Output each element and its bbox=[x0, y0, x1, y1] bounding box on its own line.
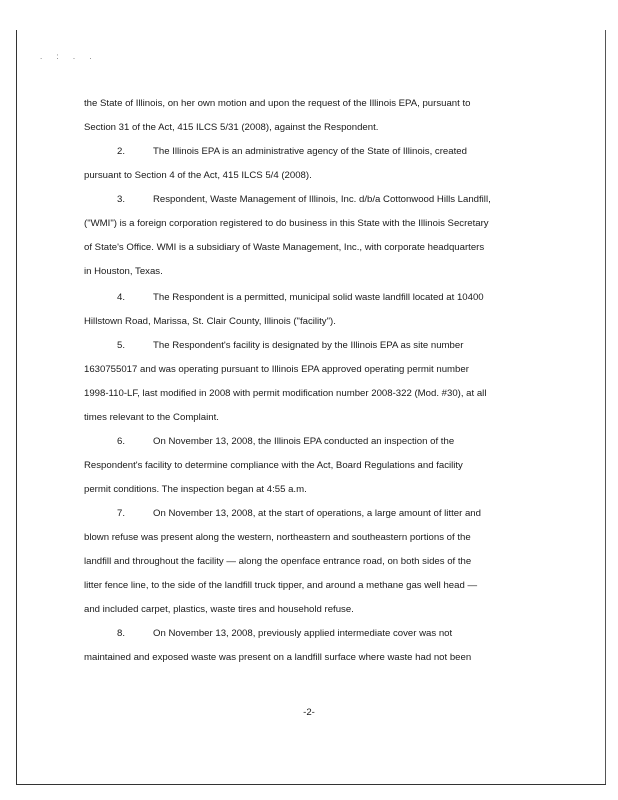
paragraph-number: 6. bbox=[117, 436, 126, 447]
paragraph-number: 2. bbox=[117, 146, 126, 157]
text-line: 1630755017 and was operating pursuant to Illinois EPA approved operating permit number bbox=[84, 364, 469, 375]
paragraph-first-line: The Illinois EPA is an administrative agency of the State of Illinois, created bbox=[153, 146, 467, 157]
scan-border-right bbox=[605, 30, 606, 785]
text-line: of State's Office. WMI is a subsidiary of Waste Management, Inc., with corporate headquarters bbox=[84, 242, 485, 253]
paragraph-number: 8. bbox=[117, 628, 126, 639]
paragraph-number: 3. bbox=[117, 194, 126, 205]
text-line: permit conditions. The inspection began at 4:55 a.m. bbox=[84, 484, 307, 495]
paragraph-first-line: Respondent, Waste Management of Illinois, Inc. d/b/a Cottonwood Hills Landfill, bbox=[153, 194, 491, 205]
paragraph-first-line: The Respondent's facility is designated by the Illinois EPA as site number bbox=[153, 340, 464, 351]
paragraph-number: 4. bbox=[117, 292, 126, 303]
scan-specks: . : . . bbox=[40, 52, 98, 61]
paragraph-first-line: On November 13, 2008, the Illinois EPA conducted an inspection of the bbox=[153, 436, 455, 447]
text-line: Section 31 of the Act, 415 ILCS 5/31 (2008), against the Respondent. bbox=[84, 122, 379, 133]
paragraph-first-line: On November 13, 2008, previously applied intermediate cover was not bbox=[153, 628, 453, 639]
text-line: 1998-110-LF, last modified in 2008 with permit modification number 2008-322 (Mod. #30), at all bbox=[84, 388, 487, 399]
text-line: Respondent's facility to determine compliance with the Act, Board Regulations and facility bbox=[84, 460, 463, 471]
text-line: landfill and throughout the facility — along the openface entrance road, on both sides of the bbox=[84, 556, 472, 567]
text-line: in Houston, Texas. bbox=[84, 266, 163, 277]
text-line: maintained and exposed waste was present on a landfill surface where waste had not been bbox=[84, 652, 472, 663]
scan-border-left bbox=[16, 30, 17, 785]
text-line: the State of Illinois, on her own motion and upon the request of the Illinois EPA, pursuant to bbox=[84, 98, 471, 109]
text-line: Hillstown Road, Marissa, St. Clair County, Illinois ("facility"). bbox=[84, 316, 336, 327]
page-number: -2- bbox=[303, 707, 315, 718]
scan-border-bottom bbox=[16, 784, 606, 785]
text-line: and included carpet, plastics, waste tires and household refuse. bbox=[84, 604, 354, 615]
text-line: ("WMI") is a foreign corporation registered to do business in this State with the Illinois Secretary bbox=[84, 218, 489, 229]
paragraph-first-line: On November 13, 2008, at the start of operations, a large amount of litter and bbox=[153, 508, 481, 519]
paragraph-first-line: The Respondent is a permitted, municipal solid waste landfill located at 10400 bbox=[153, 292, 484, 303]
text-line: litter fence line, to the side of the landfill truck tipper, and around a methane gas well head — bbox=[84, 580, 478, 591]
text-line: pursuant to Section 4 of the Act, 415 ILCS 5/4 (2008). bbox=[84, 170, 312, 181]
paragraph-number: 7. bbox=[117, 508, 126, 519]
paragraph-number: 5. bbox=[117, 340, 126, 351]
text-line: blown refuse was present along the western, northeastern and southeastern portions of the bbox=[84, 532, 471, 543]
text-line: times relevant to the Complaint. bbox=[84, 412, 219, 423]
